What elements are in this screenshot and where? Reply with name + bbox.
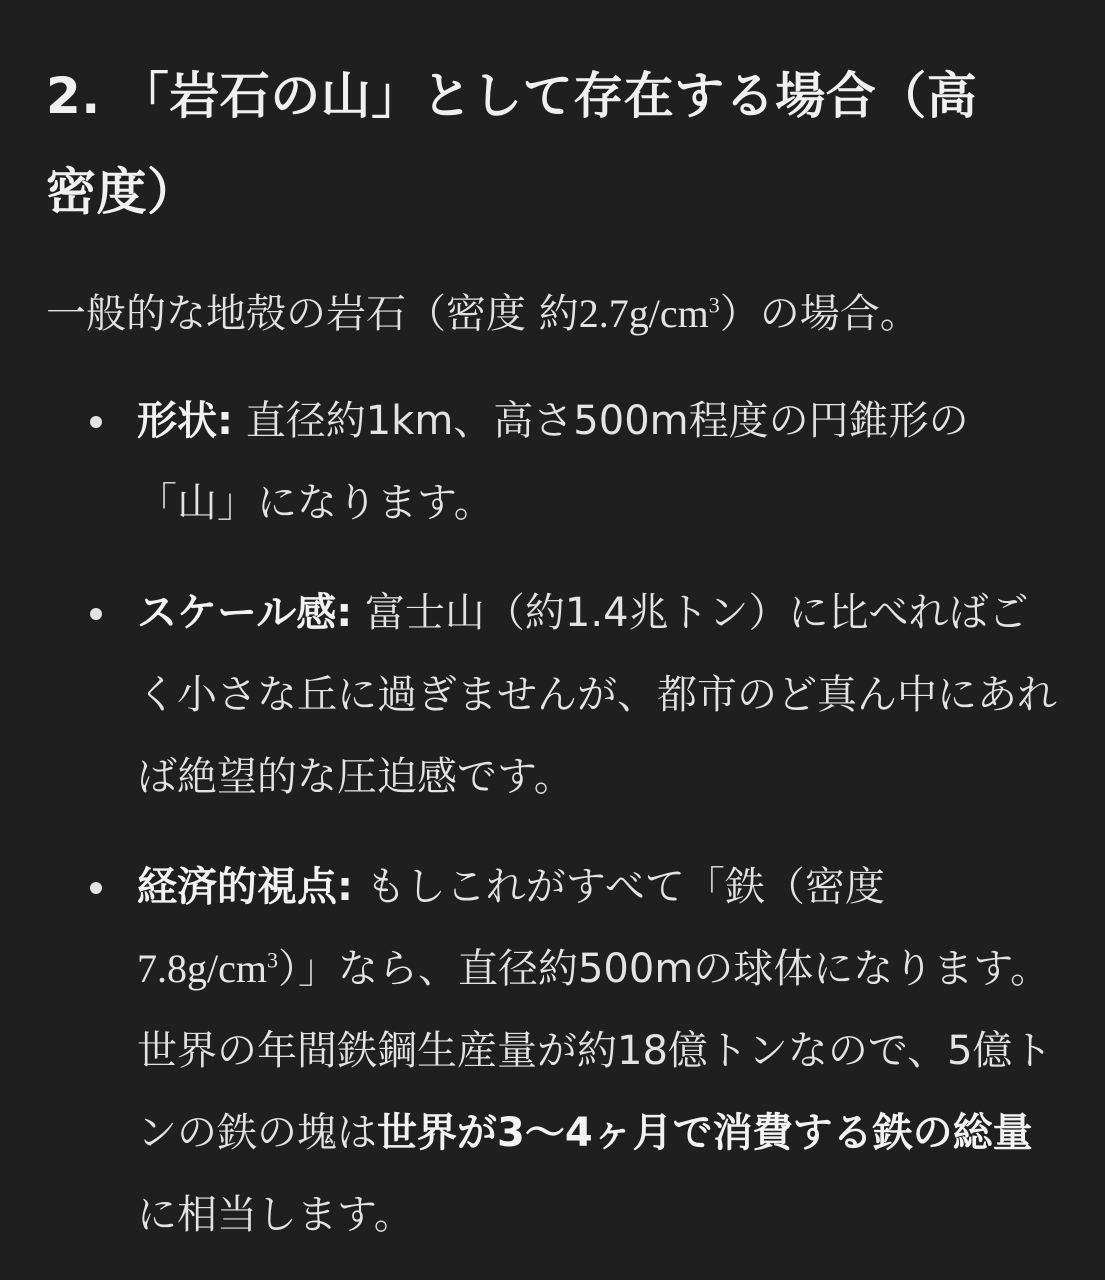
bullet-label: スケール感: bbox=[137, 590, 353, 636]
bullet-text-before: もしこれがすべて「鉄（密度 bbox=[353, 864, 885, 910]
bullet-list bbox=[46, 380, 1059, 1256]
bullet-item-economic bbox=[46, 846, 1059, 1256]
bullet-text-mid: ）」なら、直径約500mの球体になります。世界の年間鉄鋼生産量が約18億トンなので、5億トンの鉄の塊は bbox=[137, 946, 1053, 1156]
bullet-dot-icon bbox=[90, 608, 102, 620]
bullet-dot-icon bbox=[90, 882, 102, 894]
bullet-item-shape bbox=[46, 380, 1059, 544]
bullet-label: 形状: bbox=[137, 398, 233, 444]
bullet-emphasis: 世界が3〜4ヶ月で消費する鉄の総量 bbox=[377, 1110, 1033, 1156]
intro-text-after: ）の場合。 bbox=[719, 291, 920, 337]
bullet-text: 直径約1km、高さ500m程度の円錐形の「山」になります。 bbox=[137, 398, 969, 526]
bullet-text: 富士山（約1.4兆トン）に比べればごく小さな丘に過ぎませんが、都市のど真ん中にあれば絶望的な圧迫感です。 bbox=[137, 590, 1057, 800]
intro-density-value: 2.7g/cm bbox=[578, 291, 709, 336]
iron-density-value: 7.8g/cm bbox=[137, 946, 267, 991]
intro-paragraph bbox=[46, 284, 1059, 344]
iron-density-exponent: 3 bbox=[266, 947, 278, 973]
section-heading bbox=[46, 48, 1059, 240]
bullet-item-scale bbox=[46, 572, 1059, 818]
bullet-text-after: に相当します。 bbox=[137, 1192, 414, 1238]
intro-density-exponent: 3 bbox=[708, 292, 720, 318]
section-heading-line2: 密度） bbox=[46, 163, 198, 221]
section-heading-line1: 2. 「岩石の山」として存在する場合（高 bbox=[46, 67, 978, 125]
bullet-label: 経済的視点: bbox=[137, 864, 353, 910]
bullet-dot-icon bbox=[90, 416, 102, 428]
intro-text-before: 一般的な地殻の岩石（密度 約 bbox=[46, 291, 579, 337]
